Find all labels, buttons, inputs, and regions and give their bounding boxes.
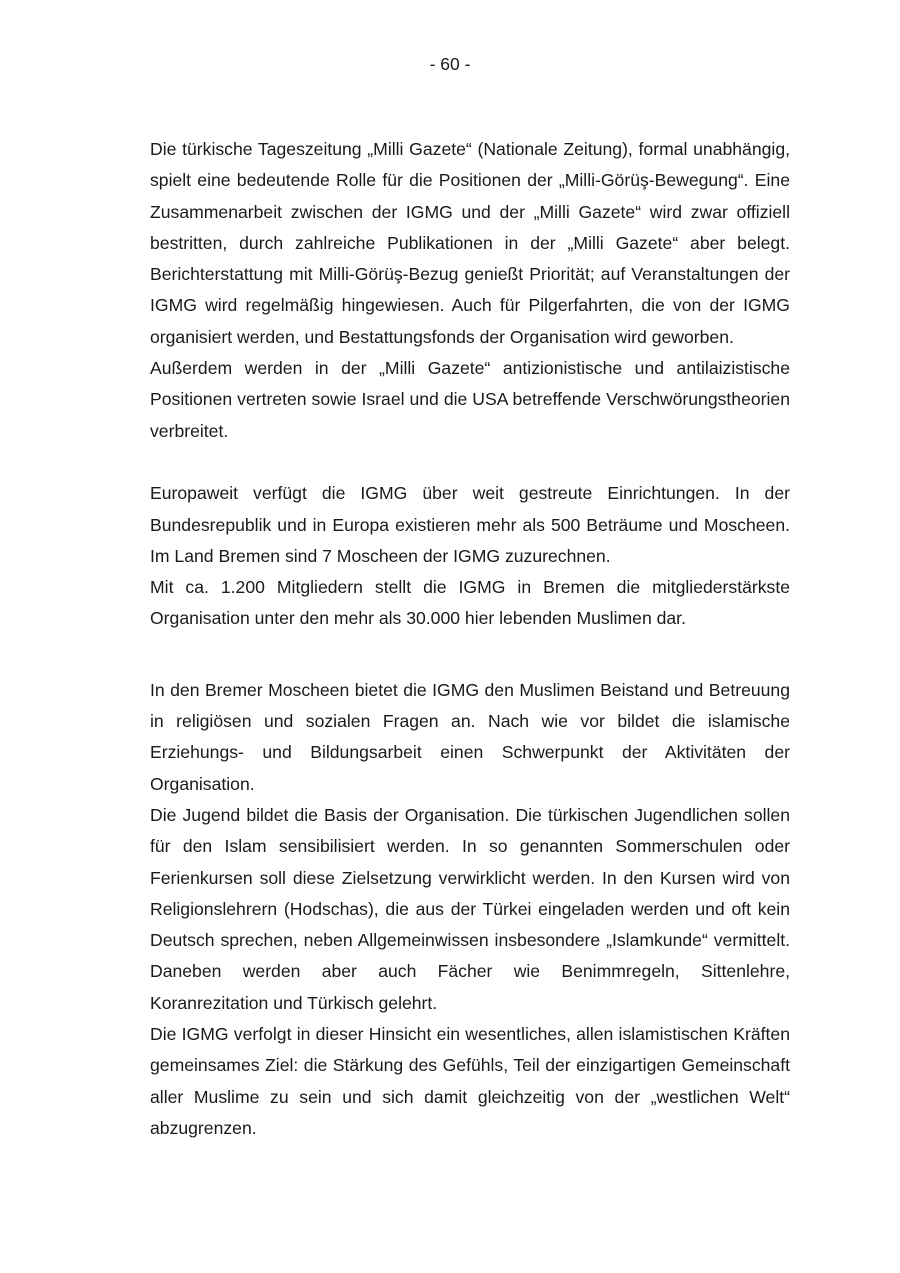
paragraph-europe-facilities: Europaweit verfügt die IGMG über weit gestreute Einrichtungen. In der Bundesrepublik und in Europa existieren mehr als 500 Beträume und Moscheen. Im Land Bremen sind 7 Moscheen der IGMG zuzurechnen. [150, 483, 790, 566]
paragraph-milli-gazete: Die türkische Tageszeitung „Milli Gazete“ (Nationale Zeitung), formal unabhängig, spielt eine bedeutende Rolle für die Positionen der „Milli-Görüş-Bewegung“. Eine Zusammenarbeit zwischen der IGMG und der „Milli Gazete“ wird zwar offiziell bestritten, durch zahlreiche Publikationen in der „Milli Gazete“ aber belegt. Berichterstattung mit Milli-Görüş-Bezug genießt Priorität; auf Veranstaltungen der IGMG wird regelmäßig hingewiesen. Auch für Pilgerfahrten, die von der IGMG organisiert werden, und Bestattungsfonds der Organisation wird geworben. [150, 139, 790, 347]
paragraph-spacer [150, 635, 790, 675]
paragraph-spacer [150, 447, 790, 478]
paragraph-mosque-support: In den Bremer Moscheen bietet die IGMG den Muslimen Beistand und Betreuung in religiösen und sozialen Fragen an. Nach wie vor bildet die islamische Erziehungs- und Bildungsarbeit einen Schwerpunkt der Aktivitäten der Organisation. [150, 679, 790, 794]
paragraph-antizionism: Außerdem werden in der „Milli Gazete“ antizionistische und antilaizistische Positionen vertreten sowie Israel und die USA betreffende Verschwörungstheorien verbreitet. [150, 358, 790, 441]
page-number: - 60 - [429, 54, 471, 74]
paragraph-common-goal: Die IGMG verfolgt in dieser Hinsicht ein wesentliches, allen islamistischen Kräften gemeinsames Ziel: die Stärkung des Gefühls, Teil der einzigartigen Gemeinschaft aller Muslime zu sein und sich damit gleichzeitig von der „westlichen Welt“ abzugrenzen. [150, 1024, 790, 1138]
paragraph-bremen-members: Mit ca. 1.200 Mitgliedern stellt die IGMG in Bremen die mitgliederstärkste Organisation unter den mehr als 30.000 hier lebenden Muslimen dar. [150, 577, 790, 629]
body-text [150, 134, 790, 1144]
paragraph-youth: Die Jugend bildet die Basis der Organisation. Die türkischen Jugendlichen sollen für den Islam sensibilisiert werden. In so genannten Sommerschulen oder Ferienkursen soll diese Zielsetzung verwirklicht werden. In den Kursen wird von Religionslehrern (Hodschas), die aus der Türkei eingeladen werden und oft kein Deutsch sprechen, neben Allgemeinwissen insbesondere „Islamkunde“ vermittelt. Daneben werden aber auch Fächer wie Benimmregeln, Sittenlehre, Koranrezitation und Türkisch gelehrt. [150, 804, 790, 1013]
